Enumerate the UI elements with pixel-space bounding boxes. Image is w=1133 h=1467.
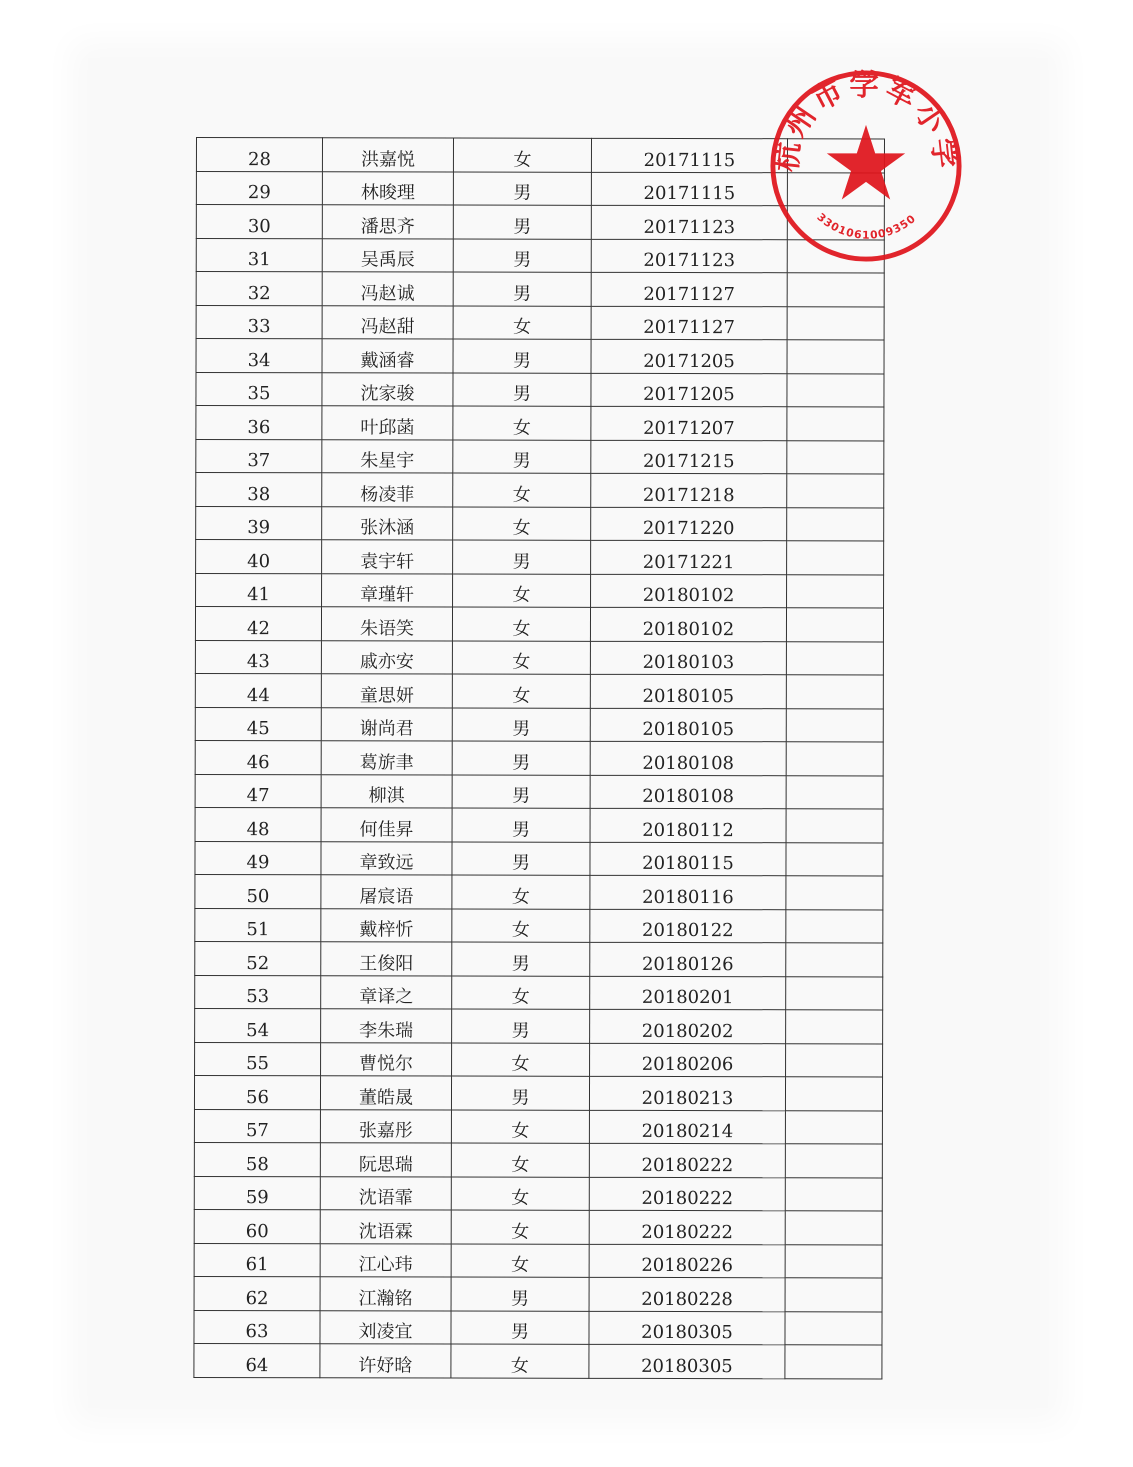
- cell-number: 53: [195, 975, 321, 1009]
- cell-number: 46: [195, 740, 321, 774]
- cell-sex: 女: [452, 909, 590, 943]
- cell-number: 38: [196, 473, 322, 507]
- cell-birth-date: 20180213: [589, 1076, 785, 1110]
- cell-number: 62: [194, 1276, 320, 1310]
- cell-sex: 女: [451, 1344, 589, 1378]
- cell-birth-date: 20180228: [589, 1277, 785, 1311]
- seal-name-text: 杭州市学军小学: [768, 68, 964, 174]
- table-row: [194, 1109, 882, 1144]
- cell-name: 潘思齐: [322, 205, 453, 239]
- cell-sex: 女: [452, 1043, 590, 1077]
- cell-sex: 女: [451, 1143, 589, 1177]
- cell-name: 朱语笑: [321, 607, 452, 641]
- table-row: [196, 339, 884, 374]
- cell-sex: 女: [453, 574, 591, 608]
- cell-birth-date: 20180305: [589, 1311, 785, 1345]
- table-row: [196, 573, 884, 608]
- table-row: [196, 272, 884, 307]
- cell-birth-date: 20180222: [589, 1143, 785, 1177]
- cell-sex: 男: [453, 540, 591, 574]
- cell-number: 60: [194, 1209, 320, 1243]
- cell-birth-date: 20180108: [590, 741, 786, 775]
- cell-number: 52: [195, 941, 321, 975]
- cell-note: [786, 775, 883, 809]
- cell-sex: 男: [453, 373, 591, 407]
- cell-birth-date: 20180126: [590, 942, 786, 976]
- cell-number: 44: [195, 673, 321, 707]
- cell-name: 洪嘉悦: [322, 138, 453, 172]
- cell-sex: 男: [453, 339, 591, 373]
- cell-sex: 男: [452, 741, 590, 775]
- table-row: [194, 1343, 882, 1378]
- table-row: [195, 874, 883, 909]
- cell-sex: 女: [451, 1244, 589, 1278]
- seal-star-icon: [827, 125, 905, 200]
- cell-name: 葛旂聿: [321, 741, 452, 775]
- cell-name: 沈家骏: [322, 372, 453, 406]
- cell-birth-date: 20180115: [590, 842, 786, 876]
- cell-note: [785, 1311, 882, 1345]
- cell-sex: 男: [452, 708, 590, 742]
- cell-number: 35: [196, 372, 322, 406]
- cell-note: [787, 407, 884, 441]
- cell-name: 曹悦尔: [321, 1042, 452, 1076]
- cell-note: [786, 842, 883, 876]
- cell-number: 41: [196, 573, 322, 607]
- cell-name: 张嘉彤: [320, 1109, 451, 1143]
- cell-number: 58: [194, 1142, 320, 1176]
- cell-name: 吴禹辰: [322, 238, 453, 272]
- cell-note: [786, 1010, 883, 1044]
- cell-number: 64: [194, 1343, 320, 1377]
- cell-number: 40: [196, 540, 322, 574]
- cell-sex: 男: [452, 808, 590, 842]
- cell-name: 林晙理: [322, 171, 453, 205]
- table-row: [196, 540, 884, 575]
- cell-number: 49: [195, 841, 321, 875]
- cell-number: 32: [196, 272, 322, 306]
- cell-name: 江心玮: [320, 1243, 451, 1277]
- cell-note: [786, 675, 883, 709]
- cell-number: 37: [196, 439, 322, 473]
- cell-sex: 女: [451, 1177, 589, 1211]
- cell-name: 冯赵诚: [322, 272, 453, 306]
- cell-note: [786, 943, 883, 977]
- cell-number: 63: [194, 1310, 320, 1344]
- cell-birth-date: 20171127: [591, 272, 787, 306]
- cell-sex: 女: [452, 976, 590, 1010]
- cell-name: 许妤晗: [320, 1344, 451, 1378]
- cell-number: 42: [195, 607, 321, 641]
- cell-name: 阮思瑞: [320, 1143, 451, 1177]
- cell-note: [786, 876, 883, 910]
- cell-note: [785, 1345, 882, 1379]
- cell-sex: 女: [453, 138, 591, 172]
- cell-note: [787, 541, 884, 575]
- cell-number: 33: [196, 305, 322, 339]
- cell-name: 何佳昇: [321, 808, 452, 842]
- table-row: [194, 1310, 882, 1345]
- seal-code-text: 3301061009350: [814, 210, 919, 242]
- cell-number: 36: [196, 406, 322, 440]
- cell-sex: 女: [453, 473, 591, 507]
- table-row: [194, 1276, 882, 1311]
- table-row: [195, 941, 883, 976]
- cell-note: [787, 273, 884, 307]
- cell-birth-date: 20171115: [591, 172, 787, 206]
- cell-sex: 女: [451, 1110, 589, 1144]
- cell-note: [786, 608, 883, 642]
- cell-note: [787, 306, 884, 340]
- cell-sex: 男: [451, 1311, 589, 1345]
- cell-birth-date: 20180105: [590, 674, 786, 708]
- cell-birth-date: 20180102: [591, 574, 787, 608]
- cell-note: [785, 1110, 882, 1144]
- cell-number: 54: [195, 1008, 321, 1042]
- cell-birth-date: 20180222: [589, 1210, 785, 1244]
- cell-number: 48: [195, 807, 321, 841]
- cell-birth-date: 20180122: [590, 909, 786, 943]
- cell-sex: 男: [451, 1076, 589, 1110]
- cell-number: 56: [194, 1075, 320, 1109]
- cell-note: [785, 1244, 882, 1278]
- cell-birth-date: 20180112: [590, 808, 786, 842]
- cell-note: [786, 976, 883, 1010]
- table-row: [195, 607, 883, 642]
- cell-note: [786, 742, 883, 776]
- cell-name: 章译之: [321, 975, 452, 1009]
- cell-sex: 女: [452, 641, 590, 675]
- cell-note: [786, 809, 883, 843]
- cell-note: [787, 574, 884, 608]
- cell-name: 屠宸语: [321, 875, 452, 909]
- cell-sex: 男: [453, 172, 591, 206]
- cell-name: 章致远: [321, 841, 452, 875]
- cell-name: 冯赵甜: [322, 305, 453, 339]
- table-row: [196, 305, 884, 340]
- table-row: [196, 473, 884, 508]
- cell-birth-date: 20180103: [590, 641, 786, 675]
- cell-name: 叶邱菡: [322, 406, 453, 440]
- table-row: [195, 640, 883, 675]
- cell-birth-date: 20171205: [591, 373, 787, 407]
- table-row: [194, 1243, 882, 1278]
- student-roster-table: [193, 137, 885, 1379]
- cell-number: 39: [196, 506, 322, 540]
- cell-number: 29: [196, 171, 322, 205]
- cell-birth-date: 20171127: [591, 306, 787, 340]
- table-row: [195, 975, 883, 1010]
- cell-sex: 男: [452, 775, 590, 809]
- cell-sex: 男: [452, 842, 590, 876]
- cell-name: 刘凌宜: [320, 1310, 451, 1344]
- cell-name: 柳淇: [321, 774, 452, 808]
- cell-sex: 女: [451, 1210, 589, 1244]
- table-row: [196, 406, 884, 441]
- table-row: [195, 740, 883, 775]
- cell-birth-date: 20180102: [590, 607, 786, 641]
- cell-birth-date: 20180305: [589, 1344, 785, 1378]
- cell-birth-date: 20180116: [590, 875, 786, 909]
- cell-note: [787, 507, 884, 541]
- cell-sex: 男: [451, 1277, 589, 1311]
- cell-birth-date: 20171218: [591, 473, 787, 507]
- cell-name: 戴涵睿: [322, 339, 453, 373]
- table-row: [194, 1176, 882, 1211]
- cell-name: 沈语霖: [320, 1210, 451, 1244]
- cell-birth-date: 20171221: [591, 540, 787, 574]
- cell-note: [787, 373, 884, 407]
- cell-name: 沈语霏: [320, 1176, 451, 1210]
- cell-note: [785, 1177, 882, 1211]
- cell-name: 江瀚铭: [320, 1277, 451, 1311]
- cell-number: 45: [195, 707, 321, 741]
- cell-number: 31: [196, 238, 322, 272]
- cell-birth-date: 20171220: [591, 507, 787, 541]
- cell-number: 43: [195, 640, 321, 674]
- table-row: [196, 372, 884, 407]
- table-row: [195, 1042, 883, 1077]
- cell-sex: 女: [453, 507, 591, 541]
- cell-number: 59: [194, 1176, 320, 1210]
- cell-name: 章瑾轩: [322, 573, 453, 607]
- table-row: [196, 506, 884, 541]
- cell-sex: 男: [453, 440, 591, 474]
- cell-sex: 女: [452, 875, 590, 909]
- cell-birth-date: 20180226: [589, 1244, 785, 1278]
- cell-sex: 男: [453, 272, 591, 306]
- table-row: [195, 774, 883, 809]
- cell-sex: 女: [453, 406, 591, 440]
- cell-name: 童思妍: [321, 674, 452, 708]
- cell-note: [786, 909, 883, 943]
- cell-name: 李朱瑞: [321, 1009, 452, 1043]
- cell-birth-date: 20171115: [591, 138, 787, 172]
- cell-note: [785, 1211, 882, 1245]
- cell-sex: 男: [453, 205, 591, 239]
- cell-number: 57: [194, 1109, 320, 1143]
- cell-note: [786, 641, 883, 675]
- table-row: [195, 673, 883, 708]
- cell-birth-date: 20180222: [589, 1177, 785, 1211]
- cell-sex: 女: [453, 306, 591, 340]
- roster-body: [194, 138, 885, 1379]
- table-row: [195, 707, 883, 742]
- cell-note: [785, 1144, 882, 1178]
- cell-note: [786, 708, 883, 742]
- cell-birth-date: 20171123: [591, 205, 787, 239]
- cell-number: 51: [195, 908, 321, 942]
- table-row: [195, 807, 883, 842]
- cell-sex: 男: [452, 942, 590, 976]
- cell-note: [785, 1077, 882, 1111]
- cell-name: 张沐涵: [322, 506, 453, 540]
- cell-birth-date: 20180108: [590, 775, 786, 809]
- cell-name: 袁宇轩: [322, 540, 453, 574]
- table-row: [194, 1209, 882, 1244]
- cell-note: [785, 1278, 882, 1312]
- cell-number: 30: [196, 205, 322, 239]
- cell-number: 47: [195, 774, 321, 808]
- cell-birth-date: 20180202: [590, 1009, 786, 1043]
- cell-name: 戴梓忻: [321, 908, 452, 942]
- cell-birth-date: 20171215: [591, 440, 787, 474]
- table-row: [195, 841, 883, 876]
- cell-sex: 女: [452, 607, 590, 641]
- cell-sex: 男: [453, 239, 591, 273]
- table-row: [195, 908, 883, 943]
- cell-name: 杨凌菲: [322, 473, 453, 507]
- cell-sex: 男: [452, 1009, 590, 1043]
- cell-birth-date: 20171205: [591, 339, 787, 373]
- cell-name: 谢尚君: [321, 707, 452, 741]
- table-row: [194, 1142, 882, 1177]
- cell-number: 50: [195, 874, 321, 908]
- cell-name: 戚亦安: [321, 640, 452, 674]
- cell-note: [787, 474, 884, 508]
- cell-note: [787, 440, 884, 474]
- table-row: [196, 439, 884, 474]
- cell-number: 55: [195, 1042, 321, 1076]
- cell-number: 34: [196, 339, 322, 373]
- cell-name: 董皓晟: [320, 1076, 451, 1110]
- cell-birth-date: 20171123: [591, 239, 787, 273]
- cell-name: 朱星宇: [322, 439, 453, 473]
- school-seal: [768, 68, 964, 264]
- cell-birth-date: 20180201: [590, 976, 786, 1010]
- cell-birth-date: 20171207: [591, 406, 787, 440]
- cell-birth-date: 20180214: [589, 1110, 785, 1144]
- cell-note: [787, 340, 884, 374]
- cell-sex: 女: [452, 674, 590, 708]
- cell-number: 61: [194, 1243, 320, 1277]
- cell-birth-date: 20180206: [590, 1043, 786, 1077]
- table-row: [195, 1008, 883, 1043]
- cell-name: 王俊阳: [321, 942, 452, 976]
- cell-birth-date: 20180105: [590, 708, 786, 742]
- cell-note: [786, 1043, 883, 1077]
- table-row: [194, 1075, 882, 1110]
- cell-number: 28: [196, 138, 322, 172]
